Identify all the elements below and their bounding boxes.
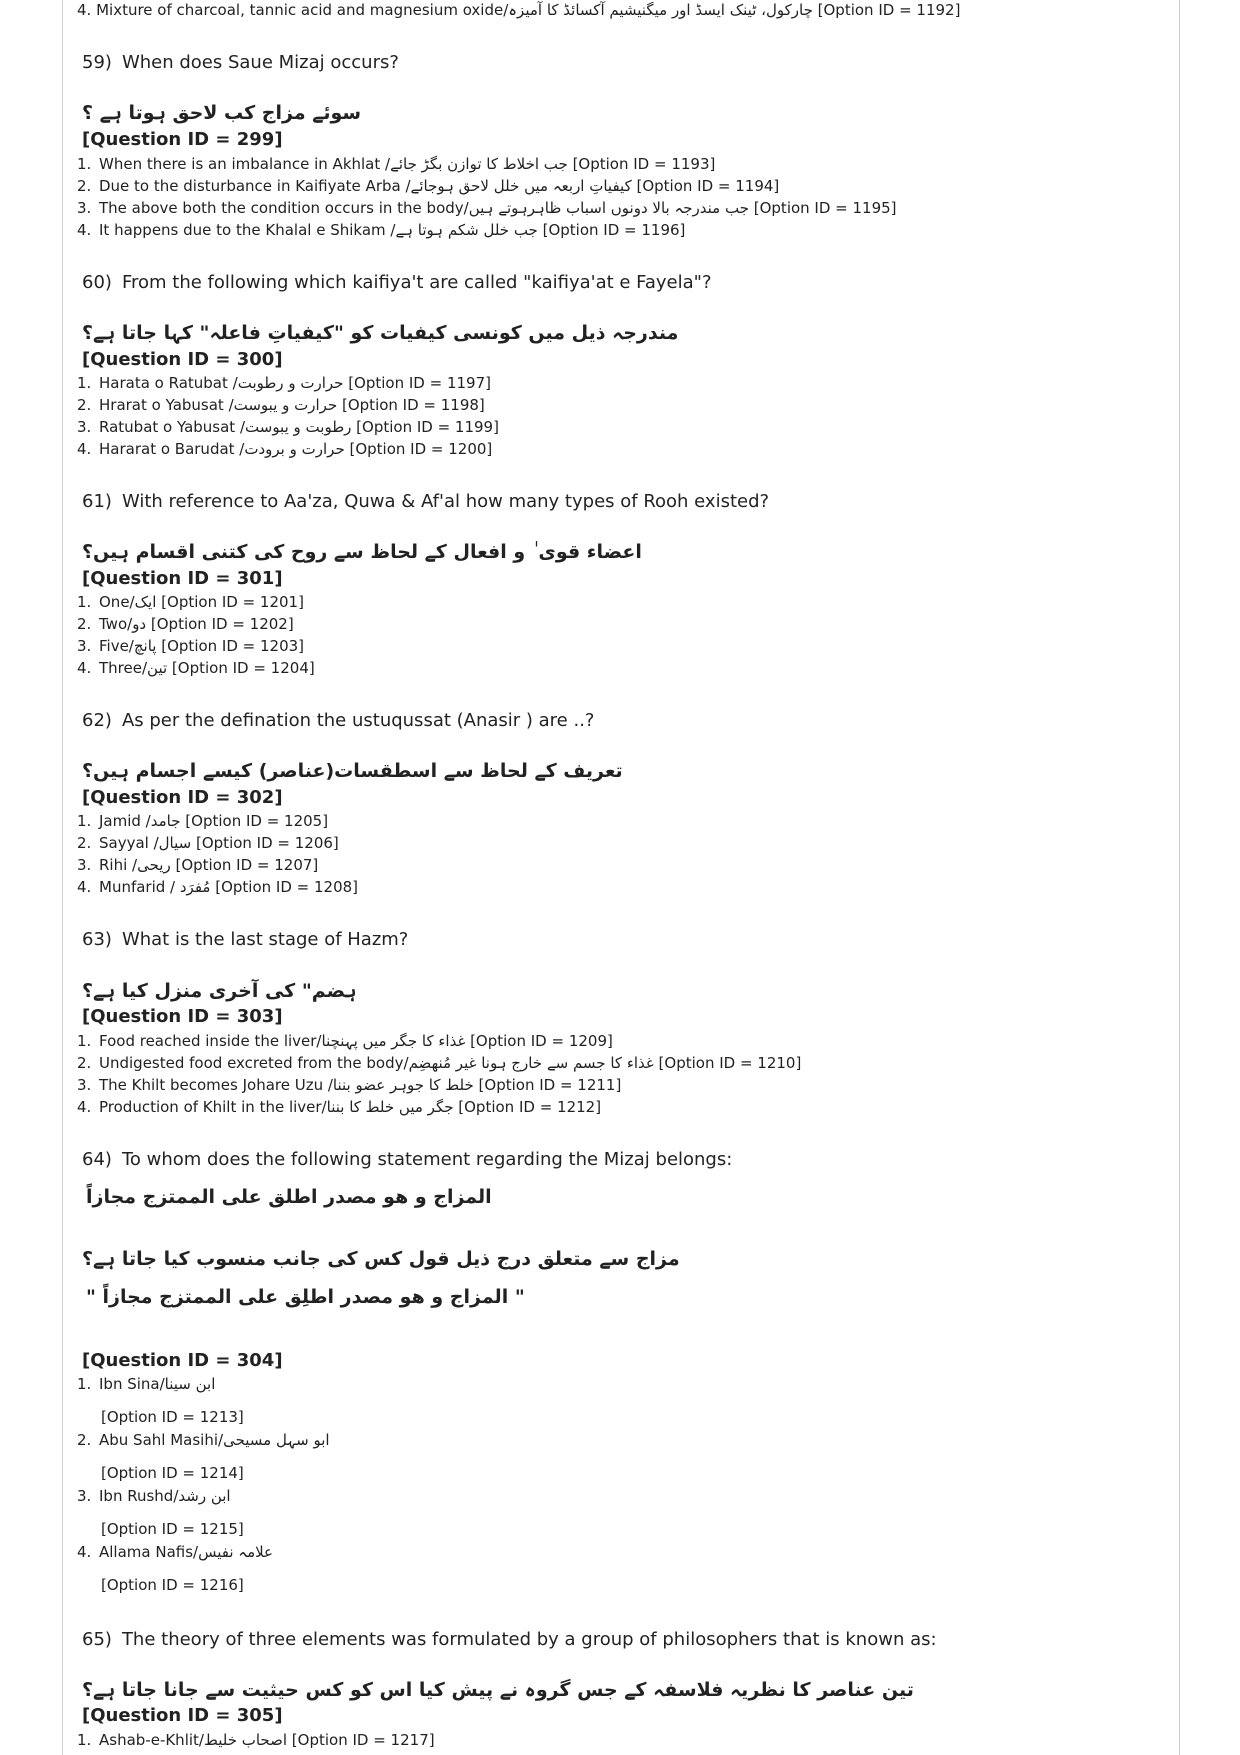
question-62-option-1: 1. Jamid /جامد [Option ID = 1205] <box>77 812 329 830</box>
question-62-option-4: 4. Munfarid / مُفرَد [Option ID = 1208] <box>77 878 359 896</box>
question-64-urdu: مزاج سے متعلق درج ذیل قول کس کی جانب منسوب کیا جاتا ہے؟ <box>82 1248 680 1270</box>
question-61-option-3: 3. Five/پانچ [Option ID = 1203] <box>77 637 305 655</box>
question-59-option-3: 3. The above both the condition occurs in the body/جب مندرجہ بالا دونوں اسباب ظاہرہوتے ہیں [Option ID = 1195] <box>77 199 897 217</box>
question-64-option-1-id: [Option ID = 1213] <box>101 1408 244 1426</box>
question-64-option-3-id: [Option ID = 1215] <box>101 1520 244 1538</box>
question-63-option-4: 4. Production of Khilt in the liver/جگر میں خلط کا بننا [Option ID = 1212] <box>77 1098 602 1116</box>
question-63-option-2: 2. Undigested food excreted from the body/غذاء کا جسم سے خارج ہونا غیر مُنھضِم [Option ID = 1210] <box>77 1054 802 1072</box>
question-59-title: 59) When does Saue Mizaj occurs? <box>82 52 399 73</box>
question-64-option-3: 3. Ibn Rushd/ابن رشد <box>77 1487 231 1505</box>
question-60-id: [Question ID = 300] <box>82 349 283 370</box>
question-61-option-2: 2. Two/دو [Option ID = 1202] <box>77 615 294 633</box>
question-60-option-4: 4. Hararat o Barudat /حرارت و برودت [Option ID = 1200] <box>77 440 493 458</box>
question-62-id: [Question ID = 302] <box>82 787 283 808</box>
question-59-option-1: 1. When there is an imbalance in Akhlat /جب اخلاط کا توازن بگڑ جائے [Option ID = 1193] <box>77 155 716 173</box>
question-59-option-2: 2. Due to the disturbance in Kaifiyate Arba /کیفیاتِ اربعہ میں خلل لاحق ہوجائے [Option ID = 1194] <box>77 177 780 195</box>
question-59-option-4: 4. It happens due to the Khalal e Shikam /جب خلل شکم ہوتا ہے [Option ID = 1196] <box>77 221 686 239</box>
question-60-option-2: 2. Hrarat o Yabusat /حرارت و یبوست [Option ID = 1198] <box>77 396 485 414</box>
question-64-arabic-quote-2: " المزاج و هو مصدر اطلِق على الممتزج مجازاً " <box>86 1286 525 1308</box>
question-61-title: 61) With reference to Aa'za, Quwa & Af'al how many types of Rooh existed? <box>82 491 770 512</box>
question-59-id: [Question ID = 299] <box>82 129 283 150</box>
question-60-option-3: 3. Ratubat o Yabusat /رطوبت و یبوست [Option ID = 1199] <box>77 418 499 436</box>
question-64-option-2: 2. Abu Sahl Masihi/ابو سہل مسیحی <box>77 1431 330 1449</box>
question-60-option-1: 1. Harata o Ratubat /حرارت و رطوبت [Option ID = 1197] <box>77 374 491 392</box>
question-64-id: [Question ID = 304] <box>82 1350 283 1371</box>
question-64-option-4-id: [Option ID = 1216] <box>101 1576 244 1594</box>
question-63-urdu: ہضم" کی آخری منزل کیا ہے؟ <box>82 980 357 1002</box>
option-line: 4. Mixture of charcoal, tannic acid and magnesium oxide/چارکول، ٹینک ایسڈ اور میگنیشیم آکسائڈ کا آمیزہ [Option ID = 1192] <box>77 1 961 19</box>
question-61-option-4: 4. Three/تین [Option ID = 1204] <box>77 659 315 677</box>
question-59-urdu: سوئے مزاج کب لاحق ہوتا ہے ؟ <box>82 102 362 124</box>
question-64-arabic-quote: المزاج و هو مصدر اطلق على الممتزج مجازاً <box>86 1186 492 1208</box>
question-62-option-3: 3. Rihi /ریحی [Option ID = 1207] <box>77 856 319 874</box>
question-60-urdu: مندرجہ ذیل میں کونسی کیفیات کو "کیفیاتِ فاعلہ" کہا جاتا ہے؟ <box>82 322 679 344</box>
question-63-option-1: 1. Food reached inside the liver/غذاء کا جگر میں پہنچنا [Option ID = 1209] <box>77 1032 613 1050</box>
question-61-urdu: اعضاء قوی ٰ و افعال کے لحاظ سے روح کی کتنی اقسام ہیں؟ <box>82 541 642 563</box>
question-63-option-3: 3. The Khilt becomes Johare Uzu /خلط کا جوہر عضو بننا [Option ID = 1211] <box>77 1076 622 1094</box>
question-63-id: [Question ID = 303] <box>82 1006 283 1027</box>
question-61-id: [Question ID = 301] <box>82 568 283 589</box>
question-62-title: 62) As per the defination the ustuqussat (Anasir ) are ..? <box>82 710 595 731</box>
question-60-title: 60) From the following which kaifiya't are called "kaifiya'at e Fayela"? <box>82 272 712 293</box>
question-64-option-1: 1. Ibn Sina/ابن سینا <box>77 1375 216 1393</box>
question-64-title: 64) To whom does the following statement regarding the Mizaj belongs: <box>82 1149 733 1170</box>
question-63-title: 63) What is the last stage of Hazm? <box>82 929 409 950</box>
question-paper-page <box>62 0 1180 1755</box>
question-62-urdu: تعریف کے لحاظ سے اسطقسات(عناصر) کیسے اجسام ہیں؟ <box>82 760 623 782</box>
question-65-urdu: تین عناصر کا نظریہ فلاسفہ کے جس گروہ نے پیش کیا اس کو کس حیثیت سے جانا جاتا ہے؟ <box>82 1679 914 1701</box>
question-64-option-4: 4. Allama Nafis/علامہ نفیس <box>77 1543 273 1561</box>
question-65-id: [Question ID = 305] <box>82 1705 283 1726</box>
question-62-option-2: 2. Sayyal /سیال [Option ID = 1206] <box>77 834 339 852</box>
question-64-option-2-id: [Option ID = 1214] <box>101 1464 244 1482</box>
question-65-option-1: 1. Ashab-e-Khlit/اصحاب خلیط [Option ID = 1217] <box>77 1731 435 1749</box>
question-65-title: 65) The theory of three elements was formulated by a group of philosophers that is known as: <box>82 1629 937 1650</box>
question-61-option-1: 1. One/ایک [Option ID = 1201] <box>77 593 304 611</box>
